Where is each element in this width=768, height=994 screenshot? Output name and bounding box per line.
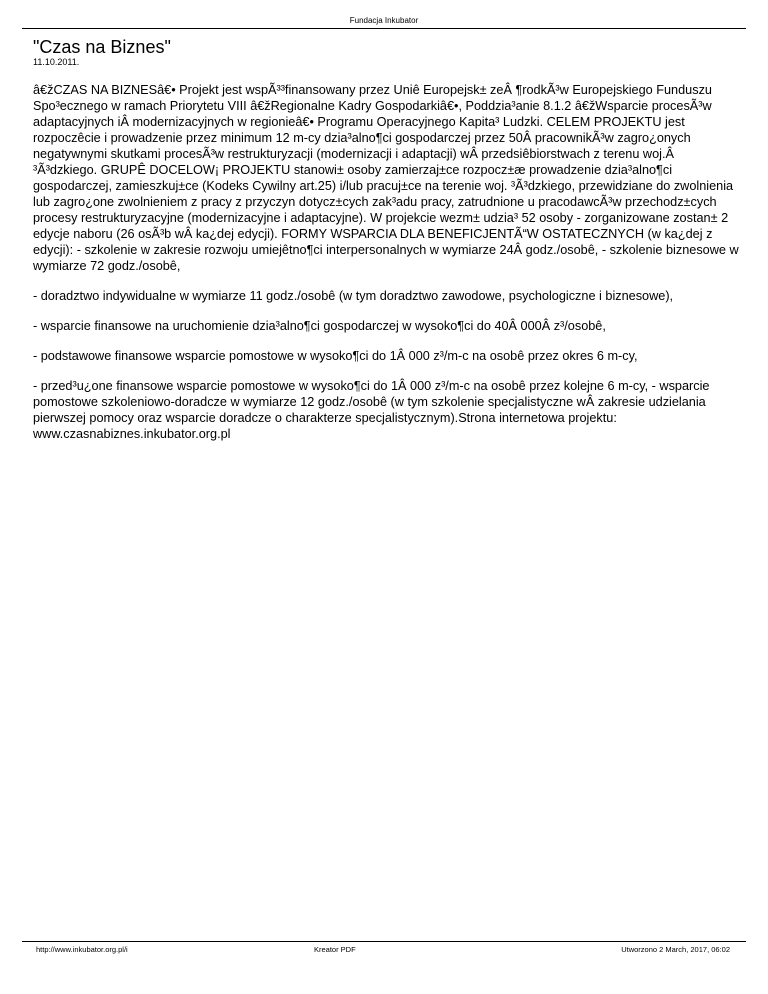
footer-generator: Kreator PDF bbox=[314, 945, 356, 954]
footer-divider bbox=[22, 941, 746, 942]
footer-created-date: Utworzono 2 March, 2017, 06:02 bbox=[621, 945, 730, 954]
article-title: "Czas na Biznes" bbox=[33, 37, 171, 57]
article-paragraph: â€žCZAS NA BIZNESâ€• Projekt jest wspÃ³³finansowany przez Uniê Europejsk± zeÂ ¶rodkÃ³w Europejskiego Funduszu Spo³ecznego w ramach Priorytetu VIII â€žRegionalne Kadry Gospodarkiâ€•, Poddzia³anie 8.1.2 â€žWsparcie procesÃ³w adaptacyjnych iÂ modernizacyjnych w regionieâ€• Programu Operacyjnego Kapita³ Ludzki. CELEM PROJEKTU jest rozpoczêcie i prowadzenie przez minimum 12 m-cy dzia³alno¶ci gospodarczej przez 50Â pracownikÃ³w zagro¿onych negatywnymi skutkami procesÃ³w restrukturyzacji (modernizacji i adaptacji) wÂ przedsiêbiorstwach z terenu woj.Â ³Ã³dzkiego. GRUPÊ DOCELOW¡ PROJEKTU stanowi± osoby zamierzaj±ce rozpocz±æ prowadzenie dzia³alno¶ci gospodarczej, zamieszkuj±ce (Kodeks Cywilny art.25) i/lub pracuj±ce na terenie woj. ³Ã³dzkiego, przewidziane do zwolnienia lub zagro¿one zwolnieniem z pracy z przyczyn dotycz±cych zak³adu pracy, zatrudnione u pracodawcÃ³w przechodz±cych procesy restrukturyzacyjne (modernizacyjne i adaptacyjne). W projekcie wezm± udzia³ 52 osoby - zorganizowane zostan± 2 edycje naboru (26 osÃ³b wÂ ka¿dej edycji). FORMY WSPARCIA DLA BENEFICJENTÃ“W OSTATECZNYCH (w ka¿dej z edycji): - szkolenie w zakresie rozwoju umiejêtno¶ci interpersonalnych w wymiarze 24Â godz./osobê, - szkolenie biznesowe w wymiarze 72 godz./osobê, bbox=[33, 83, 739, 273]
article-body bbox=[33, 82, 741, 456]
article-paragraph: - podstawowe finansowe wsparcie pomostowe w wysoko¶ci do 1Â 000 z³/m-c na osobê przez okres 6 m-cy, bbox=[33, 349, 638, 363]
page-footer bbox=[36, 945, 730, 955]
article-paragraph: - przed³u¿one finansowe wsparcie pomostowe w wysoko¶ci do 1Â 000 z³/m-c na osobê przez kolejne 6 m-cy, - wsparcie pomostowe szkoleniowo-doradcze w wymiarze 12 godz./osobê (w tym szkolenie specjalistyczne wÂ zakresie udzielania pierwszej pomocy oraz wsparcie doradcze o charakterze specjalistycznym).Strona internetowa projektu: www.czasnabiznes.inkubator.org.pl bbox=[33, 379, 710, 441]
footer-url: http://www.inkubator.org.pl/i bbox=[36, 945, 128, 954]
header-divider bbox=[22, 28, 746, 29]
article-paragraph: - doradztwo indywidualne w wymiarze 11 godz./osobê (w tym doradztwo zawodowe, psychologiczne i biznesowe), bbox=[33, 289, 674, 303]
article-date: 11.10.2011. bbox=[33, 57, 80, 67]
page-header-site-name: Fundacja Inkubator bbox=[349, 16, 419, 25]
article-paragraph: - wsparcie finansowe na uruchomienie dzia³alno¶ci gospodarczej w wysoko¶ci do 40Â 000Â z³/osobê, bbox=[33, 319, 606, 333]
